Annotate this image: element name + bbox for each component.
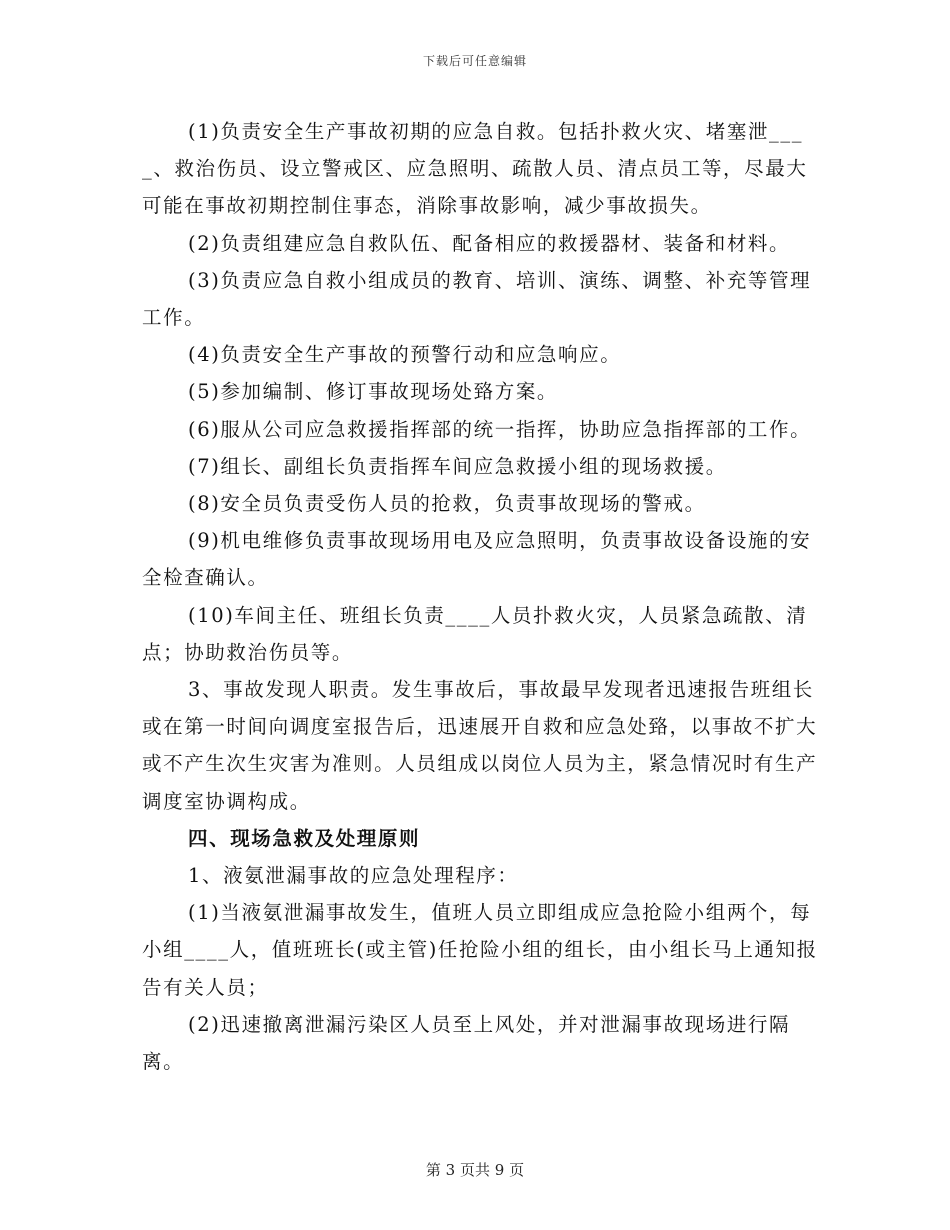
page-footer: 第 3 页共 9 页 bbox=[425, 1161, 525, 1179]
paragraph-duty-6: (6)服从公司应急救援指挥部的统一指挥，协助应急指挥部的工作。 bbox=[188, 417, 812, 441]
page-header: 下载后可任意编辑 bbox=[422, 54, 527, 68]
paragraph-procedure-2: (2)迅速撤离泄漏污染区人员至上风处，并对泄漏事故现场进行隔离。 bbox=[142, 1012, 791, 1074]
paragraph-duty-1: (1)负责安全生产事故初期的应急自救。包括扑救火灾、堵塞泄____、救治伤员、设立警戒区、应急照明、疏散人员、清点员工等，尽最大可能在事故初期控制住事态，消除事故影响，减少事故损失。 bbox=[142, 120, 808, 218]
document-body bbox=[142, 113, 822, 1080]
paragraph-duty-9: (9)机电维修负责事故现场用电及应急照明，负责事故设备设施的安全检查确认。 bbox=[142, 529, 812, 590]
paragraph-procedure-1: (1)当液氨泄漏事故发生，值班人员立即组成应急抢险小组两个，每小组____人，值班班长(或主管)任抢险小组的组长，由小组长马上通知报告有关人员； bbox=[142, 901, 818, 999]
paragraph-duty-5: (5)参加编制、修订事故现场处臵方案。 bbox=[188, 380, 559, 404]
paragraph-discoverer-duty: 3、事故发现人职责。发生事故后，事故最早发现者迅速报告班组长或在第一时间向调度室报告后，迅速展开自救和应急处臵，以事故不扩大或不产生次生灾害为准则。人员组成以岗位人员为主，紧急情况时有生产调度室协调构成。 bbox=[142, 678, 818, 813]
paragraph-duty-7: (7)组长、副组长负责指挥车间应急救援小组的现场救援。 bbox=[188, 454, 727, 478]
paragraph-duty-8: (8)安全员负责受伤人员的抢救，负责事故现场的警戒。 bbox=[188, 492, 706, 516]
paragraph-duty-4: (4)负责安全生产事故的预警行动和应急响应。 bbox=[188, 343, 622, 367]
paragraph-duty-10: (10)车间主任、班组长负责____人员扑救火灾，人员紧急疏散、清点；协助救治伤员等。 bbox=[142, 603, 808, 664]
paragraph-duty-2: (2)负责组建应急自救队伍、配备相应的救援器材、装备和材料。 bbox=[188, 231, 791, 255]
paragraph-duty-3: (3)负责应急自救小组成员的教育、培训、演练、调整、补充等管理工作。 bbox=[142, 268, 812, 330]
section-heading-4: 四、现场急救及处理原则 bbox=[188, 826, 421, 850]
paragraph-ammonia-procedure: 1、液氨泄漏事故的应急处理程序： bbox=[188, 864, 519, 888]
